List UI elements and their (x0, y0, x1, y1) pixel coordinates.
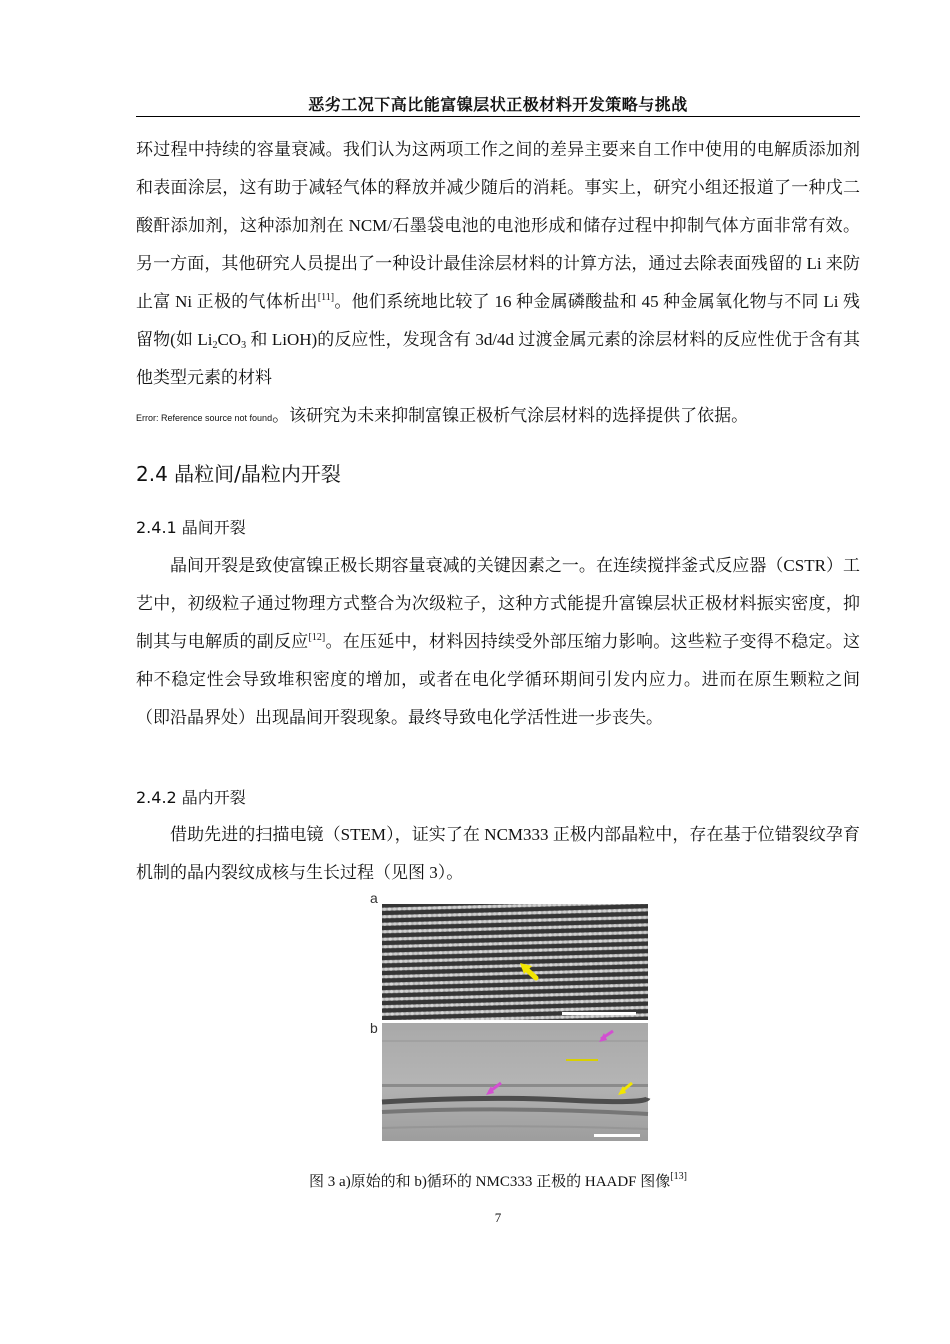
subsection-heading-intergranular: 2.4.1 晶间开裂 (136, 518, 246, 537)
panel-label-b: b (370, 1020, 378, 1036)
haadf-image-panels (366, 892, 656, 1146)
section-heading: 2.4 晶粒间/晶粒内开裂 (136, 462, 341, 486)
paragraph-intergranular (136, 547, 860, 737)
paragraph-intragranular: 借助先进的扫描电镜（STEM），证实了在 NCM333 正极内部晶粒中，存在基于位错裂纹孕育机制的晶内裂纹成核与生长过程（见图 3）。 (136, 825, 860, 882)
subscript-3: 3 (241, 340, 247, 351)
figure-caption (136, 1170, 860, 1191)
paragraph-gas-evolution (136, 131, 860, 437)
para2-text-a: 晶间开裂是致使富镍正极长期容量衰减的关键因素之一。在连续搅拌釜式反应器（CSTR）工艺中，初级粒子通过物理方式整合为次级粒子，这种方式能提升富镍层状正极材料振实密度，抑制其与电解质的副反应 (136, 556, 860, 651)
reference-error-text: Error: Reference source not found (136, 413, 273, 423)
para1-text-a: 环过程中持续的容量衰减。我们认为这两项工作之间的差异主要来自工作中使用的电解质添加剂和表面涂层，这有助于减轻气体的释放并减少随后的消耗。事实上，研究小组还报道了一种戊二酸酐添加剂，这种添加剂在 NCM/石墨袋电池的电池形成和储存过程中抑制气体方面非常有效。另一方面，其他研究人员提出了一种设计最佳涂层材料的计算方法，通过去除表面残留的 Li 来防止富 Ni 正极的气体析出 (136, 140, 860, 311)
citation-13[interactable]: [13] (670, 1171, 687, 1182)
header-rule (136, 116, 860, 117)
figure-caption-text: 图 3 a)原始的和 b)循环的 NMC333 正极的 HAADF 图像 (309, 1174, 671, 1190)
para1-text-e: 。该研究为未来抑制富镍正极析气涂层材料的选择提供了依据。 (272, 406, 749, 425)
para2-text-b: 。在压延中，材料因持续受外部压缩力影响。这些粒子变得不稳定。这种不稳定性会导致堆积密度的增加，或者在电化学循环期间引发内应力。进而在原生颗粒之间（即沿晶界处）出现晶间开裂现象。最终导致电化学活性进一步丧失。 (136, 632, 861, 727)
citation-11[interactable]: [11] (317, 292, 335, 303)
page-number: 7 (494, 1210, 502, 1225)
para1-text-b: 。他们系统地比较了 16 种金属磷酸盐和 45 种金属氧化物与不同 Li 残留物(如 Li (136, 292, 861, 349)
subsection-heading-intragranular: 2.4.2 晶内开裂 (136, 788, 246, 807)
para1-text-c: CO (217, 330, 242, 349)
citation-12[interactable]: [12] (308, 632, 326, 643)
running-header: 恶劣工况下高比能富镍层状正极材料开发策略与挑战 (308, 95, 688, 114)
figure-haadf-images (366, 892, 656, 1146)
para1-text-d: 和 LiOH)的反应性，发现含有 3d/4d 过渡金属元素的涂层材料的反应性优于含有其他类型元素的材料 (136, 330, 860, 387)
panel-label-a: a (370, 890, 378, 906)
panel-a-lattice-image (382, 904, 648, 1020)
subscript-2: 2 (212, 340, 218, 351)
panel-b-cycled-image (382, 1023, 648, 1141)
